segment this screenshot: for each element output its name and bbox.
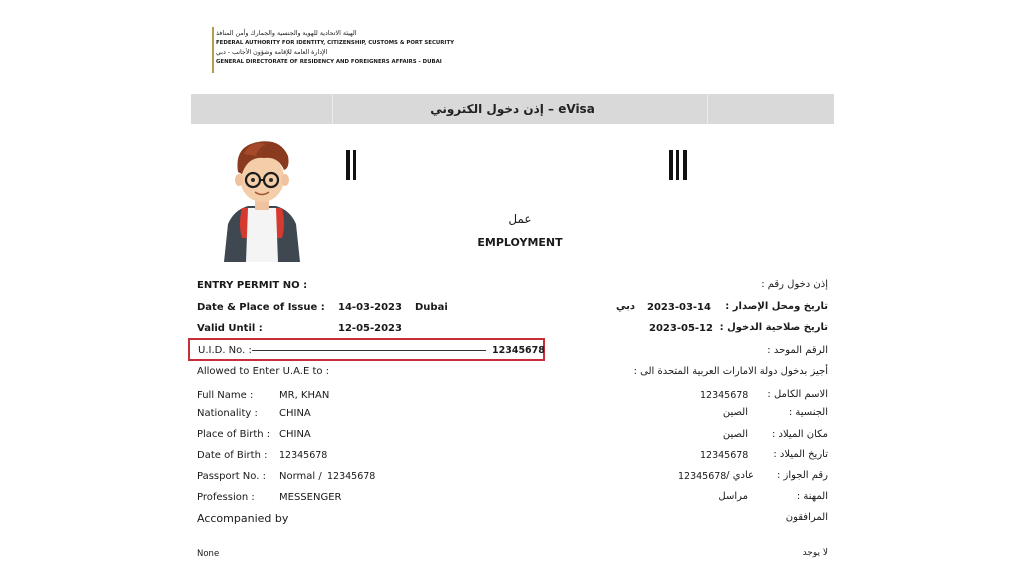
full-name-value-ar: 12345678	[700, 390, 749, 401]
authority-line-3: الإدارة العامة للإقامة وشؤون الأجانب - دبي	[216, 49, 328, 56]
logo-accent-bar	[212, 27, 214, 73]
issue-label-ar: تاريخ ومحل الإصدار :	[725, 301, 828, 312]
passport-value-ar: 12345678	[678, 471, 727, 482]
accompanied-none-ar: لا يوجد	[802, 548, 828, 558]
applicant-photo	[218, 134, 306, 262]
issue-date: 14-03-2023	[338, 302, 402, 313]
uid-label: U.I.D. No. :	[198, 345, 252, 356]
issue-place: Dubai	[415, 302, 448, 313]
issue-label: Date & Place of Issue :	[197, 302, 325, 313]
full-name-label: Full Name :	[197, 390, 254, 401]
authority-line-4: GENERAL DIRECTORATE OF RESIDENCY AND FOREIGNERS AFFAIRS - DUBAI	[216, 59, 442, 65]
passport-label-ar: رقم الجواز :	[776, 470, 828, 481]
authority-line-2: FEDERAL AUTHORITY FOR IDENTITY, CITIZENSHIP, CUSTOMS & PORT SECURITY	[216, 40, 455, 46]
nationality-label-ar: الجنسية :	[788, 407, 828, 418]
place-of-birth-label: Place of Birth :	[197, 429, 271, 440]
entry-permit-label: ENTRY PERMIT NO :	[197, 280, 308, 291]
full-name-value: MR, KHAN	[279, 390, 330, 401]
issue-date-ar: 2023-03-14	[647, 302, 711, 313]
date-of-birth-label-ar: تاريخ الميلاد :	[773, 449, 828, 460]
full-name-label-ar: الاسم الكامل :	[767, 389, 828, 400]
profession-value-ar: مراسل	[718, 491, 748, 502]
nationality-value: CHINA	[279, 408, 311, 419]
valid-label: Valid Until :	[197, 323, 263, 334]
valid-date-ar: 2023-05-12	[649, 323, 713, 334]
date-of-birth-value-ar: 12345678	[700, 450, 749, 461]
issue-place-ar: دبي	[615, 301, 635, 312]
profession-label-ar: المهنة :	[796, 491, 828, 502]
passport-type-ar: عادي /	[726, 470, 754, 481]
place-of-birth-value: CHINA	[279, 429, 311, 440]
passport-label: Passport No. :	[197, 471, 266, 482]
evisa-header-band	[191, 94, 834, 124]
profession-value: MESSENGER	[279, 492, 342, 503]
uid-label-ar: الرقم الموحد :	[767, 345, 828, 356]
nationality-label: Nationality :	[197, 408, 258, 419]
date-of-birth-value: 12345678	[279, 450, 328, 461]
uid-underline	[252, 350, 486, 351]
cartoon-avatar-icon	[218, 134, 306, 262]
entry-permit-label-ar: إذن دخول رقم :	[761, 279, 828, 290]
passport-value: 12345678	[327, 471, 376, 482]
allowed-label: Allowed to Enter U.A.E to :	[197, 366, 330, 377]
profession-label: Profession :	[197, 492, 255, 503]
passport-type: Normal /	[279, 471, 322, 482]
authority-line-1: الهيئة الاتحادية للهوية والجنسية والجمارك وأمن المنافذ	[216, 30, 357, 37]
visa-type-en: EMPLOYMENT	[477, 236, 563, 249]
place-of-birth-value-ar: الصين	[722, 429, 748, 440]
evisa-title: إذن دخول الكتروني – eVisa	[430, 102, 595, 116]
accompanied-label: Accompanied by	[197, 512, 289, 525]
accompanied-none: None	[197, 549, 220, 559]
place-of-birth-label-ar: مكان الميلاد :	[771, 429, 828, 440]
uid-value: 12345678	[492, 345, 545, 356]
valid-date: 12-05-2023	[338, 323, 402, 334]
date-of-birth-label: Date of Birth :	[197, 450, 268, 461]
nationality-value-ar: الصين	[722, 407, 748, 418]
valid-label-ar: تاريخ صلاحية الدخول :	[719, 322, 828, 333]
allowed-label-ar: أجيز بدخول دولة الامارات العربية المتحدة الى :	[633, 366, 828, 377]
accompanied-label-ar: المرافقون	[785, 512, 828, 523]
visa-type-ar: عمل	[508, 212, 532, 226]
